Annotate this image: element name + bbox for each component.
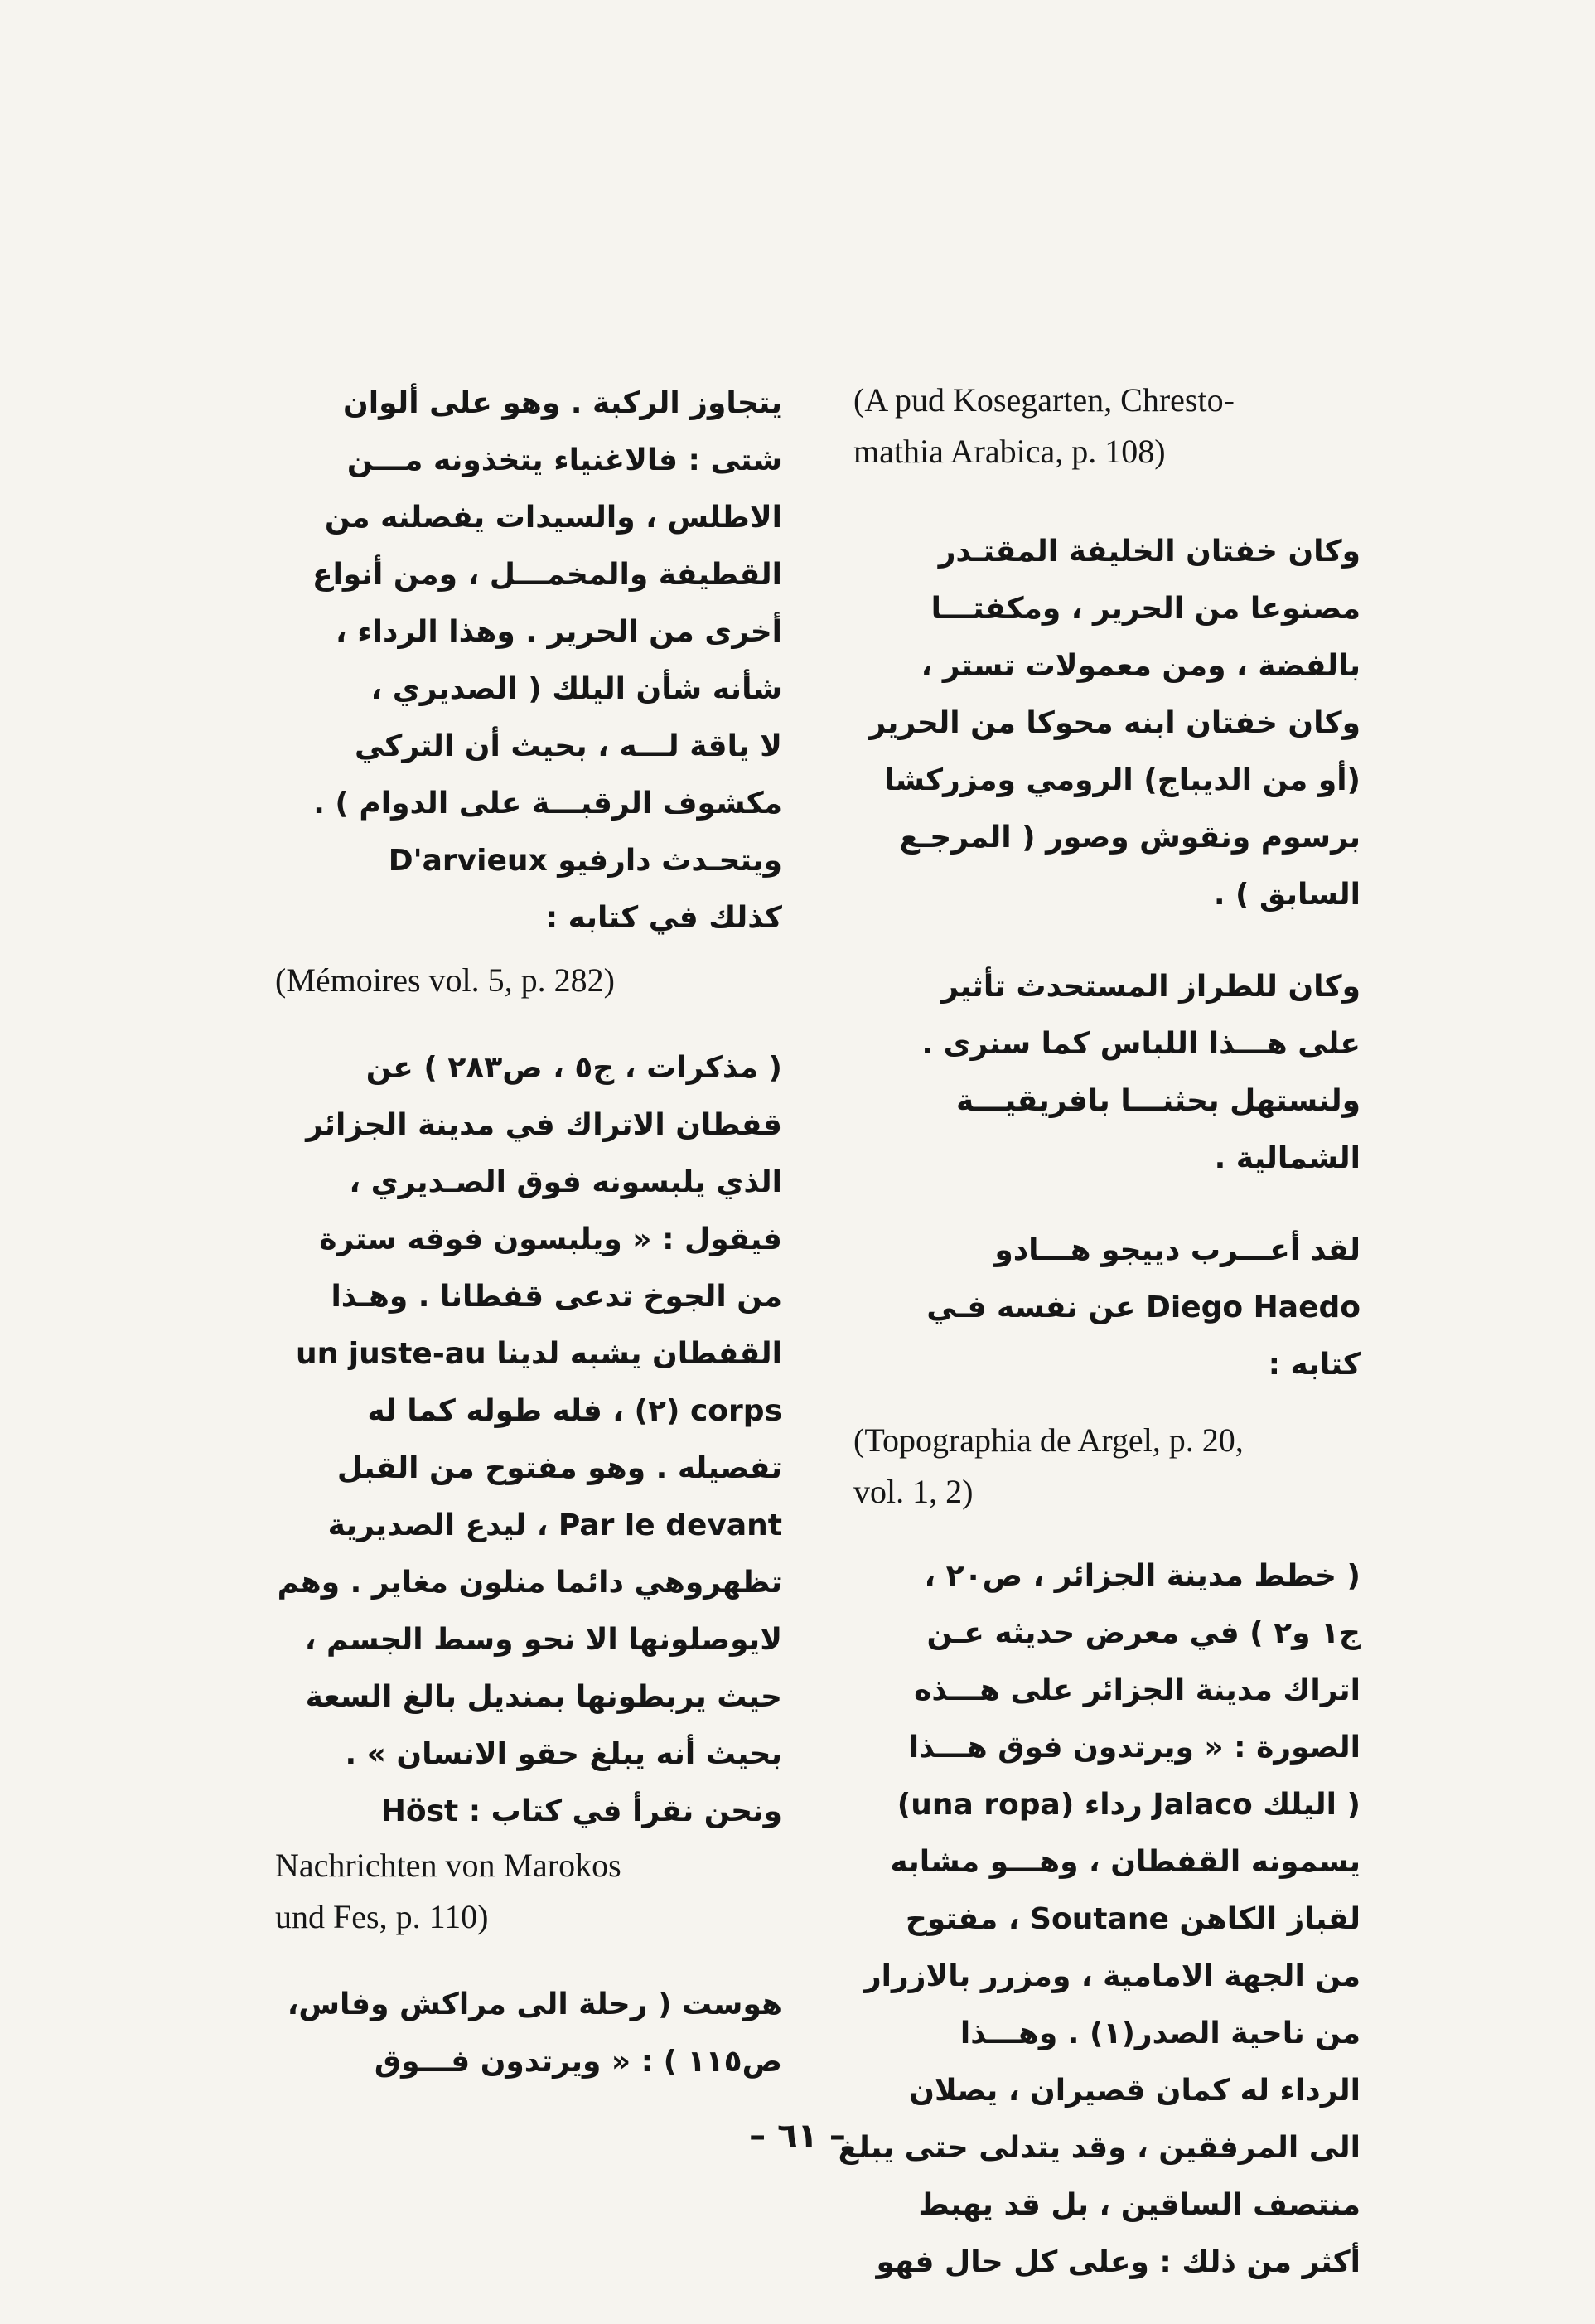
latin-citation: (Topographia de Argel, p. 20, vol. 1, 2) xyxy=(853,1421,1244,1510)
arabic-paragraph: ( خطط مدينة الجزائر ، ص٢٠ ، ج١ و٢ ) في معرض حديثه عـن اتراك مدينة الجزائر على هـــذه الصورة : « ويرتدون فوق هـــذا ( اليلك Jalaco رداء (una ropa) يسمونه القفطان ، وهـــو مشابه لقباز الكاهن Soutane ، مفتوح من الجهة الامامية ، ومزرر بالازرار من ناحية الصدر(١) . وهـــذا الرداء له كمان قصيران ، يصلان الى المرفقين ، وقد يتدلى حتى يبلغ منتصف الساقين ، بل قد يهبط أكثر من ذلك : وعلى كل حال فهو xyxy=(838,1559,1361,2279)
latin-citation: (A pud Kosegarten, Chresto- mathia Arabica, p. 108) xyxy=(853,381,1235,470)
latin-citation: Nachrichten von Marokos und Fes, p. 110) xyxy=(275,1847,621,1935)
arabic-paragraph: وكان للطراز المستحدث تأثير على هـــذا اللباس كما سنرى . ولنستهل بحثنـــا بافريقيـــة الشمالية . xyxy=(921,970,1361,1175)
left-column xyxy=(275,375,782,2090)
arabic-paragraph: هوست ( رحلة الى مراكش وفاس، ص١١٥ ) : « ويرتدون فـــوق xyxy=(287,1988,782,2079)
right-column xyxy=(838,375,1361,2291)
latin-citation: (Mémoires vol. 5, p. 282) xyxy=(275,961,615,999)
page-number: – ٦١ – xyxy=(749,2117,846,2155)
arabic-paragraph: ( مذكرات ، ج٥ ، ص٢٨٣ ) عن قفطان الاتراك في مدينة الجزائر الذي يلبسونه فوق الصـديري ، فيقول : « ويلبسون فوقه سترة من الجوخ تدعى قفطانا . وهـذا القفطان يشبه لدينا un juste-au corps (٢) ، فله طوله كما له تفصيله . وهو مفتوح من القبل Par le devant ، ليدع الصديرية تظهروهي دائما منلون مغاير . وهم لايوصلونها الا نحو وسط الجسم ، حيث يربطونها بمنديل بالغ السعة بحيث أنه يبلغ حقو الانسان » . ونحن نقرأ في كتاب : Höst xyxy=(277,1051,782,1828)
arabic-paragraph: وكان خفتان الخليفة المقتـدر مصنوعا من الحرير ، ومكفتـــا بالفضة ، ومن معمولات تستر ، وكان خفتان ابنه محوكا من الحرير (أو من الديباج) الرومي ومزركشا برسوم ونقوش وصور ( المرجـع السابق ) . xyxy=(868,535,1361,912)
arabic-paragraph: لقد أعـــرب دييجو هـــادو Diego Haedo عن نفسه فـي كتابه : xyxy=(926,1233,1361,1382)
arabic-paragraph: يتجاوز الركبة . وهو على ألوان شتى : فالاغنياء يتخذونه مـــن الاطلس ، والسيدات يفصلنه من القطيفة والمخمـــل ، ومن أنواع أخرى من الحرير . وهذا الرداء ، شأنه شأن اليلك ( الصديري ، لا ياقة لـــه ، بحيث أن التركي مكشوف الرقبـــة على الدوام ) . ويتحـدث دارفيو D'arvieux كذلك في كتابه : xyxy=(312,386,782,935)
